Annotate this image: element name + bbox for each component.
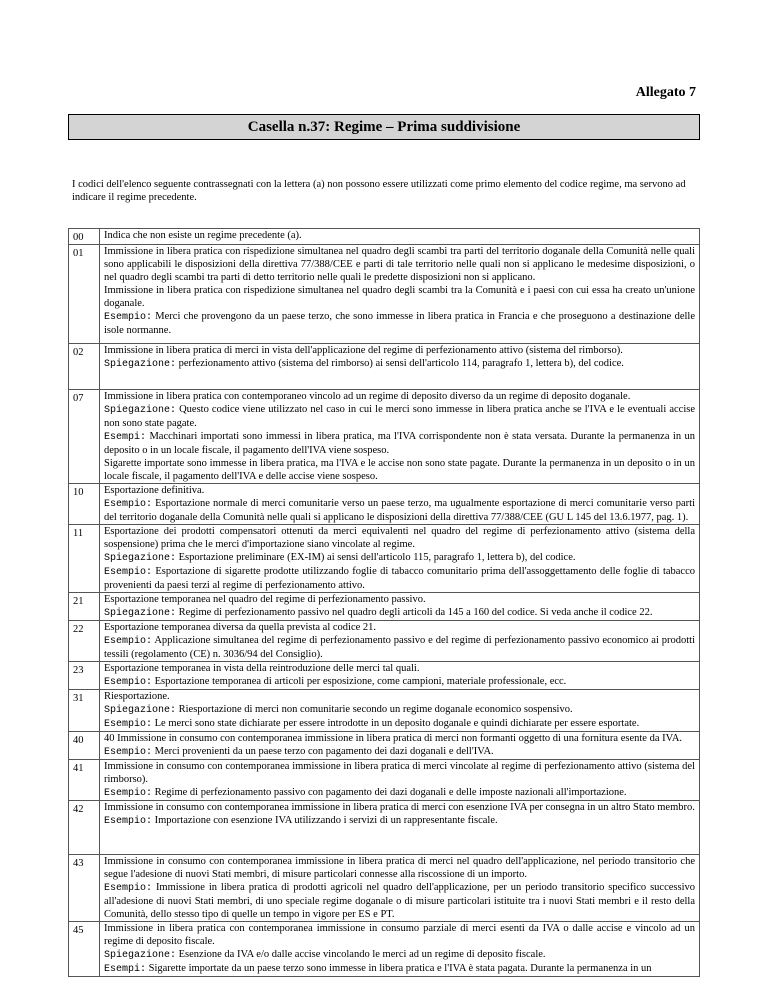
regime-code: 43 — [69, 855, 100, 922]
regime-description — [100, 593, 700, 621]
line-text: 40 Immissione in consumo con contemporanea immissione in libera pratica di merci non formanti oggetto di una fornitura esente da IVA. — [104, 733, 683, 744]
page-title: Casella n.37: Regime – Prima suddivisione — [68, 114, 700, 140]
code-row-43 — [69, 855, 700, 922]
line-text: Esportazione preliminare (EX-IM) ai sensi dell'articolo 115, paragrafo 1, lettera b), del codice. — [178, 552, 576, 563]
line-text: Immissione in libera pratica con rispedizione simultanea nel quadro degli scambi tra parti del territorio doganale della Comunità nelle quali sono applicabili le disposizioni della direttiva 77/388/CEE e parti di tale territorio nelle quali non si applicano le medesime disposizioni, o nel quadro degli scambi tra parti di detto territorio nelle quali le predette disposizioni non si applicano. — [104, 246, 695, 283]
description-line — [104, 606, 695, 620]
line-label: Esempio: — [104, 719, 153, 730]
line-label: Esempio: — [104, 677, 153, 688]
line-text: Immissione in consumo con contemporanea immissione in libera pratica di merci con esenzione IVA per consegna in un altro Stato membro. — [104, 802, 695, 813]
line-text: Esportazione temporanea nel quadro del regime di perfezionamento passivo. — [104, 594, 426, 605]
line-text: Esportazione temporanea in vista della reintroduzione delle merci tal quali. — [104, 663, 420, 674]
regime-description — [100, 690, 700, 732]
annex-label: Allegato 7 — [635, 85, 696, 100]
description-line — [104, 690, 695, 703]
regime-code: 31 — [69, 690, 100, 732]
code-row-45 — [69, 922, 700, 977]
line-text: Esportazione temporanea di articoli per esposizione, come campioni, materiale professionale, ecc. — [154, 676, 567, 687]
line-text: Sigarette importate da un paese terzo sono immesse in libera pratica e l'IVA è stata pagata. Durante la permanenza in un — [148, 963, 652, 974]
intro-paragraph: I codici dell'elenco seguente contrassegnati con la lettera (a) non possono essere utilizzati come primo elemento del codice regime, ma servono ad indicare il regime precedente. — [72, 179, 686, 203]
regime-description — [100, 484, 700, 525]
line-text: Immissione in libera pratica con rispedizione simultanea nel quadro degli scambi tra la Comunità e i paesi con cui essa ha creato un'unione doganale. — [104, 285, 695, 309]
line-label: Esempio: — [104, 788, 153, 799]
regime-code: 00 — [69, 229, 100, 245]
line-label: Spiegazione: — [104, 553, 177, 564]
code-row-07 — [69, 390, 700, 484]
description-line — [104, 525, 695, 551]
line-text: Esportazione temporanea diversa da quella prevista al codice 21. — [104, 622, 377, 633]
code-row-01 — [69, 245, 700, 344]
line-text: Immissione in consumo con contemporanea immissione in libera pratica di merci vincolate al regime di perfezionamento attivo (sistema del rimborso). — [104, 761, 695, 785]
regime-description — [100, 525, 700, 593]
line-text: Immissione in consumo con contemporanea immissione in libera pratica di merci nel quadro dell'applicazione, nel periodo transitorio che segue l'adesione di nuovi Stati membri, di misure particolari connesse alla riscossione di un importo. — [104, 856, 695, 880]
description-line — [104, 284, 695, 310]
line-label: Spiegazione: — [104, 608, 177, 619]
description-line — [104, 745, 695, 759]
description-line — [104, 229, 695, 242]
line-label: Esempi: — [104, 964, 147, 975]
line-label: Esempio: — [104, 816, 153, 827]
regime-description — [100, 662, 700, 690]
regime-code: 22 — [69, 621, 100, 662]
line-label: Spiegazione: — [104, 705, 177, 716]
line-text: Riesportazione di merci non comunitarie secondo un regime doganale economico sospensivo. — [178, 704, 573, 715]
description-line — [104, 390, 695, 403]
regime-code: 07 — [69, 390, 100, 484]
description-line — [104, 948, 695, 962]
description-line — [104, 922, 695, 948]
regime-code: 41 — [69, 760, 100, 801]
line-text: Esportazione dei prodotti compensatori ottenuti da merci equivalenti nel quadro del regime di perfezionamento attivo (sistema della sospensione) prima che le merci d'importazione siano vincolate al regime. — [104, 526, 695, 550]
description-line — [104, 310, 695, 337]
line-label: Spiegazione: — [104, 405, 177, 416]
line-text: Esportazione definitiva. — [104, 485, 205, 496]
line-text: Merci che provengono da un paese terzo, che sono immesse in libera pratica in Francia e che proseguono a destinazione delle isole normanne. — [104, 311, 696, 336]
regime-description — [100, 801, 700, 855]
regime-description — [100, 621, 700, 662]
line-text: Riesportazione. — [104, 691, 170, 702]
regime-description — [100, 245, 700, 344]
line-text: Regime di perfezionamento passivo con pagamento dei dazi doganali e delle imposte nazionali all'importazione. — [154, 787, 627, 798]
regime-code: 11 — [69, 525, 100, 593]
description-line — [104, 801, 695, 814]
description-line — [104, 403, 695, 430]
description-line — [104, 855, 695, 881]
regime-code: 23 — [69, 662, 100, 690]
line-label: Esempi: — [104, 432, 147, 443]
regime-code: 40 — [69, 732, 100, 760]
regime-description — [100, 229, 700, 245]
line-text: Immissione in libera pratica con contemporaneo vincolo ad un regime di deposito diverso da un regime di deposito doganale. — [104, 391, 631, 402]
line-text: Le merci sono state dichiarate per essere introdotte in un deposito doganale e quindi dichiarate per essere esportate. — [154, 718, 640, 729]
code-row-10 — [69, 484, 700, 525]
code-row-31 — [69, 690, 700, 732]
regime-description — [100, 922, 700, 977]
description-line — [104, 814, 695, 828]
code-row-02 — [69, 344, 700, 390]
code-row-00 — [69, 229, 700, 245]
line-label: Esempio: — [104, 747, 153, 758]
description-line — [104, 551, 695, 565]
description-line — [104, 786, 695, 800]
description-line — [104, 484, 695, 497]
line-label: Esempio: — [104, 567, 153, 578]
description-line — [104, 245, 695, 284]
line-text: Importazione con esenzione IVA utilizzando i servizi di un rappresentante fiscale. — [154, 815, 498, 826]
line-label: Esempio: — [104, 636, 153, 647]
line-text: Indica che non esiste un regime precedente (a). — [104, 230, 302, 241]
codes-table — [68, 228, 700, 977]
regime-code: 02 — [69, 344, 100, 390]
line-text: Esenzione da IVA e/o dalle accise vincolando le merci ad un regime di deposito fiscale. — [178, 949, 546, 960]
line-text: Immissione in libera pratica di merci in vista dell'applicazione del regime di perfezionamento attivo (sistema del rimborso). — [104, 345, 623, 356]
description-line — [104, 703, 695, 717]
line-label: Esempio: — [104, 499, 153, 510]
line-label: Spiegazione: — [104, 359, 177, 370]
description-line — [104, 717, 695, 731]
regime-description — [100, 344, 700, 390]
code-row-40 — [69, 732, 700, 760]
regime-code: 42 — [69, 801, 100, 855]
description-line — [104, 457, 695, 483]
regime-code: 01 — [69, 245, 100, 344]
description-line — [104, 565, 695, 592]
regime-description — [100, 390, 700, 484]
line-text: Macchinari importati sono immessi in libera pratica, ma l'IVA corrispondente non è stata versata. Durante la permanenza in un deposito o in un locale fiscale, il pagamento dell'IVA viene sospeso. — [104, 431, 696, 456]
regime-description — [100, 732, 700, 760]
code-row-23 — [69, 662, 700, 690]
description-line — [104, 732, 695, 745]
line-text: Sigarette importate sono immesse in libera pratica, ma l'IVA e le accise non sono state pagate. Durante la permanenza in un deposito o in un locale fiscale, il pagamento dell'IVA e delle accise viene sospeso. — [104, 458, 695, 482]
regime-code: 21 — [69, 593, 100, 621]
description-line — [104, 962, 695, 976]
regime-code: 10 — [69, 484, 100, 525]
description-line — [104, 593, 695, 606]
line-text: Applicazione simultanea del regime di perfezionamento passivo e del regime di perfezionamento passivo economico ai prodotti tessili (regolamento (CE) n. 3036/94 del Consiglio). — [104, 635, 696, 660]
line-text: Esportazione normale di merci comunitarie verso un paese terzo, ma ugualmente esportazione di merci comunitarie verso parti del territorio doganale della Comunità nelle quali si applicano le disposizioni della direttiva 77/388/CEE (GU L 145 del 13.6.1977, pag. 1). — [104, 498, 695, 523]
line-text: Merci provenienti da un paese terzo con pagamento dei dazi doganali e dell'IVA. — [154, 746, 494, 757]
description-line — [104, 621, 695, 634]
code-row-42 — [69, 801, 700, 855]
regime-code: 45 — [69, 922, 100, 977]
description-line — [104, 881, 695, 921]
line-label: Esempio: — [104, 883, 153, 894]
code-row-11 — [69, 525, 700, 593]
line-label: Spiegazione: — [104, 950, 177, 961]
description-line — [104, 760, 695, 786]
line-text: Questo codice viene utilizzato nel caso in cui le merci sono immesse in libera pratica anche se l'IVA e le eventuali accise non sono state pagate. — [104, 404, 695, 429]
line-text: Immissione in libera pratica con contemporanea immissione in consumo parziale di merci esenti da IVA o dalle accise e vincolo ad un regime di deposito fiscale. — [104, 923, 695, 947]
description-line — [104, 662, 695, 675]
code-row-22 — [69, 621, 700, 662]
description-line — [104, 634, 695, 661]
description-line — [104, 357, 695, 371]
line-text: Esportazione di sigarette prodotte utilizzando foglie di tabacco comunitario prima dell'assoggettamento delle foglie di tabacco provenienti da paesi terzi al regime di perfezionamento attivo. — [104, 566, 696, 591]
description-line — [104, 344, 695, 357]
regime-description — [100, 855, 700, 922]
line-text: Regime di perfezionamento passivo nel quadro degli articoli da 145 a 160 del codice. Si veda anche il codice 22. — [178, 607, 653, 618]
code-row-21 — [69, 593, 700, 621]
line-text: perfezionamento attivo (sistema del rimborso) ai sensi dell'articolo 114, paragrafo 1, lettera b), del codice. — [178, 358, 624, 369]
code-row-41 — [69, 760, 700, 801]
line-label: Esempio: — [104, 312, 153, 323]
description-line — [104, 497, 695, 524]
regime-description — [100, 760, 700, 801]
description-line — [104, 430, 695, 457]
line-text: Immissione in libera pratica di prodotti agricoli nel quadro dell'applicazione, per un periodo transitorio specifico successivo all'adesione di nuovi Stati membri, di uno speciale regime doganale o di misure particolari istituite tra i nuovi Stati membri e il resto della Comunità, dello stesso tipo di quelle un tempo in vigore per ES e PT. — [104, 882, 695, 920]
description-line — [104, 675, 695, 689]
